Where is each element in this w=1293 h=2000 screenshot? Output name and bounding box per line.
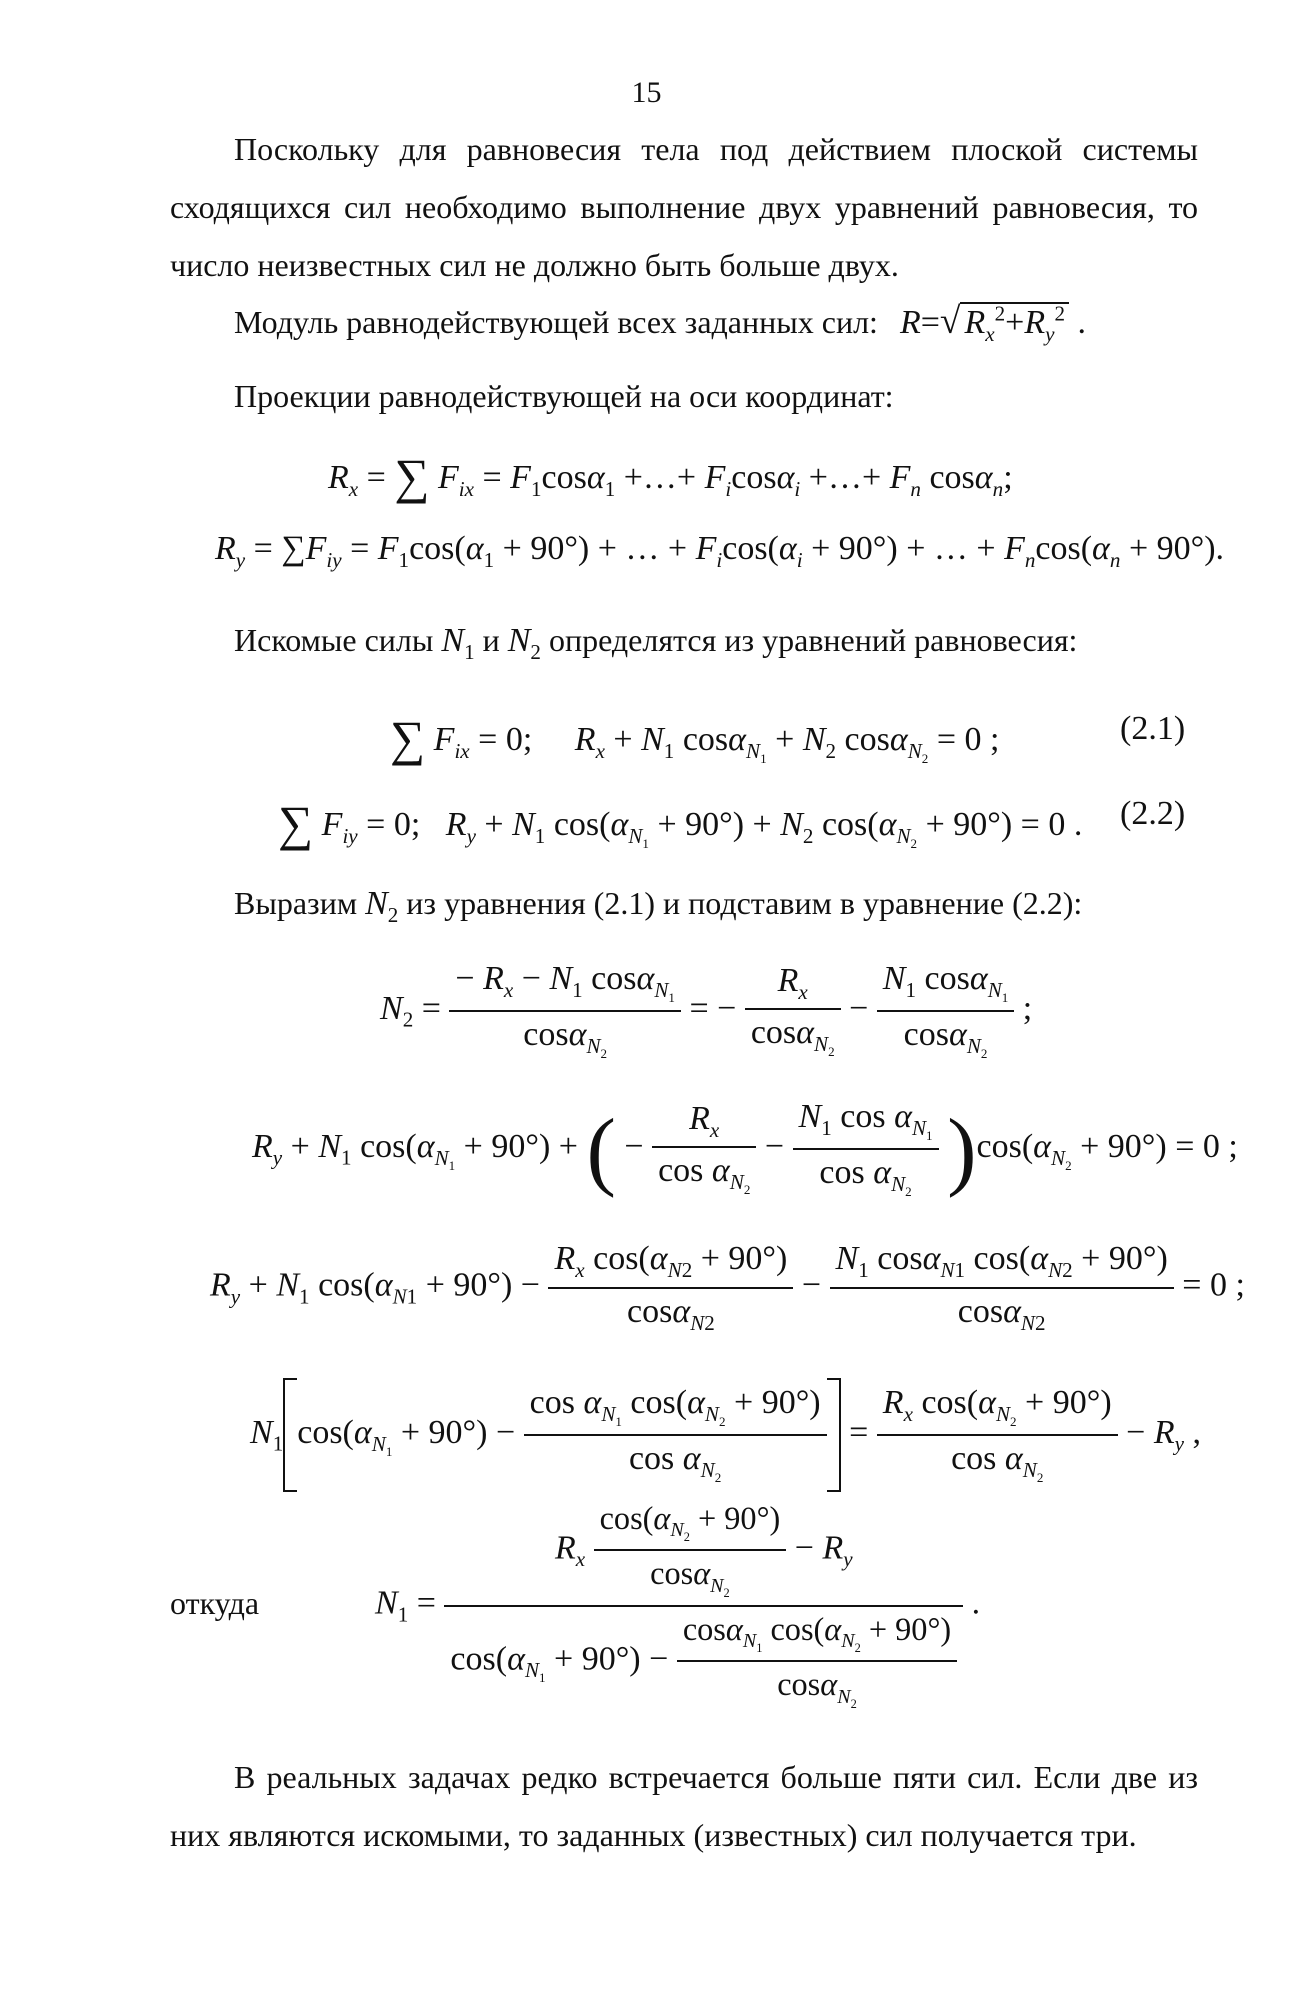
equation-rx: $R_x$ = ∑ $F_{ix} = F_1\cos\alpha_1$ +…+ $F_i\cos\alpha_i$ +…+ $F_n$ cosα$_n$; <box>328 449 1013 504</box>
equation-n1: $N_1$ = $R_x$ $\frac{\cos(\alpha_{N_2} + 90^\circ)}{\cos\alpha_{N_2}}$ − $R_y$ $\cos(\alpha_{N_1} + 90^\circ)$ − $\frac{\cos\alpha_{N_1} \cos(\alpha_{N_2} + 90^\circ)}{\cos\alpha_{N_2}}$ . <box>375 1500 981 1711</box>
paragraph-final: В реальных задачах редко встречается больше пяти сил. Если две из них являются искомыми, то заданных (известных) сил получается три. <box>170 1759 1198 1853</box>
equation-substitution: $R_y + N_1$ $\cos(\alpha_{N_1} + 90^\circ)$ + ( − $\frac{R_x}{\cos \alpha_{N_2}}$ − $\frac{N_1 \cos \alpha_{N_1}}{\cos \alpha_{N_2}}$ )$\cos(\alpha_{N_2} + 90^\circ) = 0$ ; <box>252 1098 1238 1199</box>
modulus-line <box>234 300 1086 347</box>
equation-bracket: $N_1$ $\cos(\alpha_{N_1} + 90^\circ)$ − $\frac{\cos \alpha_{N_1} \cos(\alpha_{N_2} + 90^\circ)}{\cos \alpha_{N_2}}$ = $\frac{R_x \cos(\alpha_{N_2} + 90^\circ)}{\cos \alpha_{N_2}}$ − $R_y$ , <box>250 1378 1201 1492</box>
paragraph-intro: Поскольку для равновесия тела под действием плоской системы сходящихся сил необходимо выполнение двух уравнений равновесия, то число неизвестных сил не должно быть больше двух. <box>170 131 1198 283</box>
equation-n2: $N_2$ = $\frac{- R_x - N_1 \cos\alpha_{N_1}}{\cos\alpha_{N_2}}$ = − $\frac{R_x}{\cos\alpha_{N_2}}$ − $\frac{N_1 \cos\alpha_{N_1}}{\cos\alpha_{N_2}}$ ; <box>380 960 1033 1061</box>
equation-number-2-1: (2.1) <box>1120 710 1186 747</box>
express-text-2: из уравнения (2.1) и подставим в уравнение (2.2): <box>406 885 1083 921</box>
sought-forces-line: Искомые силы $N_1$ и $N_2$ определятся из уравнений равновесия: <box>234 622 1078 664</box>
modulus-text: Модуль равнодействующей всех заданных сил: <box>234 304 878 340</box>
sought-text-2: определятся из уравнений равновесия: <box>548 622 1078 658</box>
equation-expanded: $R_y + N_1$ $\cos(\alpha_{N1} + 90^\circ)$ − $\frac{R_x \cos(\alpha_{N2} + 90^\circ)}{\cos\alpha_{N2}}$ − $\frac{N_1 \cos\alpha_{N1} \cos(\alpha_{N2} + 90^\circ)}{\cos\alpha_{N2}}$ = 0 ; <box>210 1240 1245 1335</box>
equation-ry: $R_y = \sum F_{iy} = F_1\cos(\alpha_1 + 90^\circ)$ + … + $F_i\cos(\alpha_i + 90^\circ)$ + … + $F_n\cos(\alpha_n + 90^\circ)$. <box>215 530 1225 572</box>
express-line: Выразим $N_2$ из уравнения (2.1) и подставим в уравнение (2.2): <box>234 885 1083 927</box>
equation-number-2-2: (2.2) <box>1120 795 1186 832</box>
sought-and: и <box>482 622 500 658</box>
projections-heading: Проекции равнодействующей на оси координат: <box>234 378 894 414</box>
express-text-1: Выразим <box>234 885 358 921</box>
equation-2-1: ∑ $F_{ix} = 0$; $R_x + N_1$ $\cos\alpha_{N_1} + N_2$ cosα$_{N_2}$ = 0 ; <box>390 711 1000 767</box>
equation-2-2: ∑ $F_{iy} = 0$; $R_y + N_1$ $\cos(\alpha_{N_1} + 90^\circ) + N_2$ $\cos(\alpha_{N_2} + 90^\circ) = 0$ . <box>278 796 1083 852</box>
sought-text-1: Искомые силы <box>234 622 434 658</box>
modulus-formula: R=√ $R_x^2+R_y^2$ . <box>899 301 1086 346</box>
page-number: 15 <box>631 76 662 109</box>
whence-label: откуда <box>170 1585 260 1621</box>
